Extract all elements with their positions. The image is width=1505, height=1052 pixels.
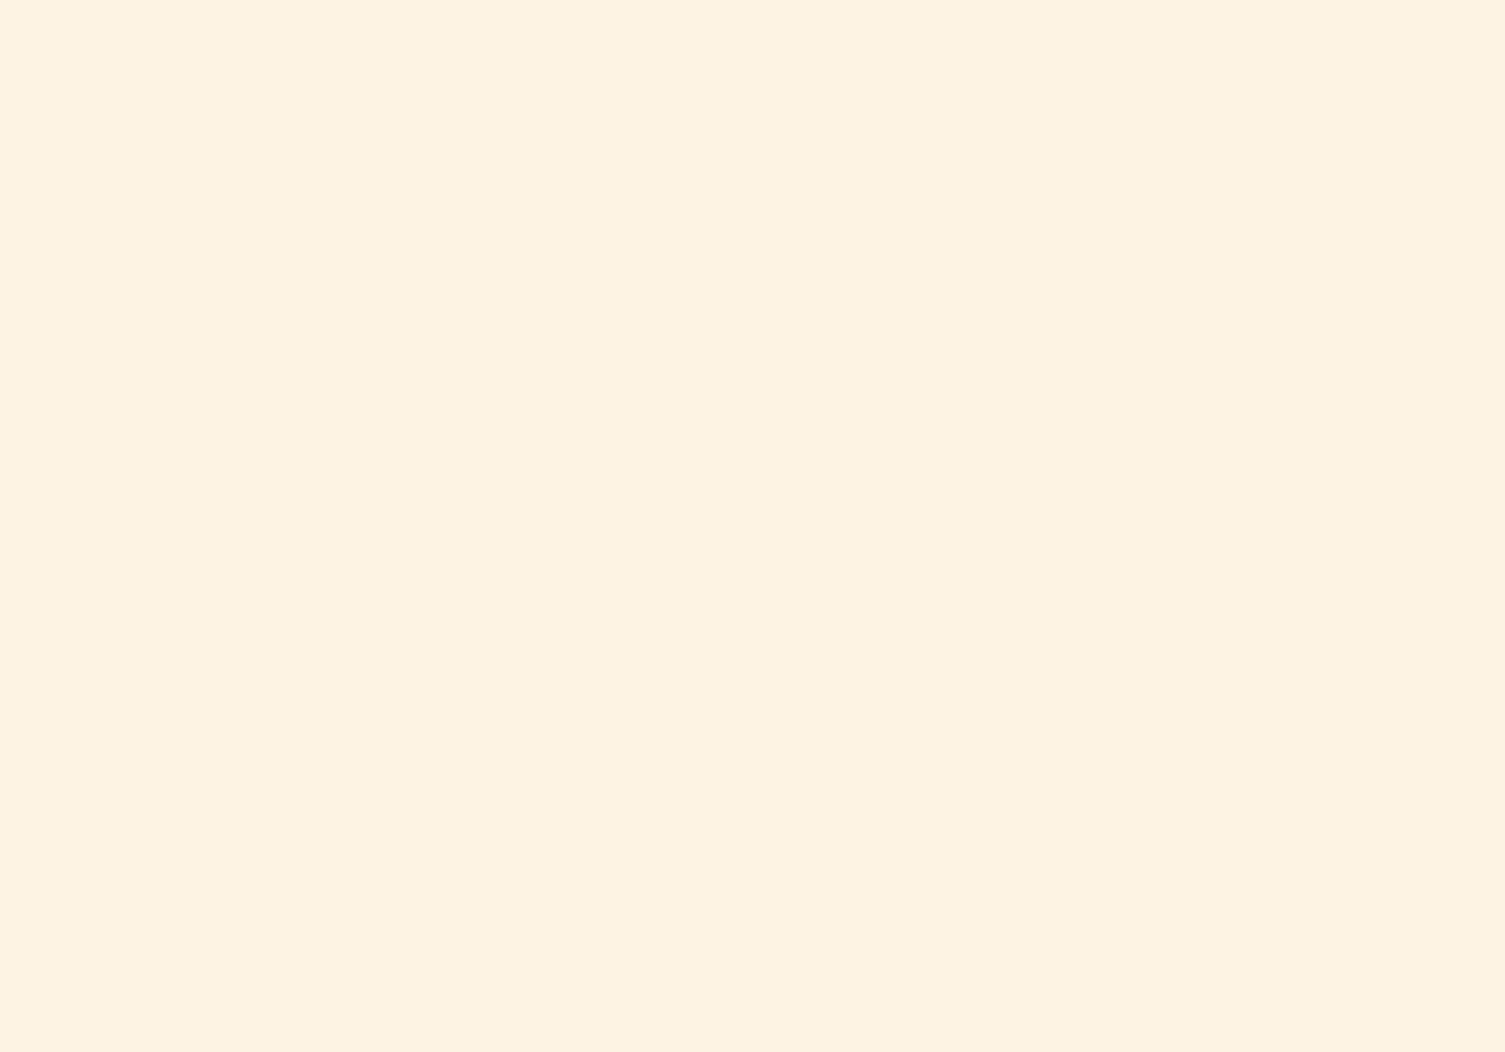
masthead — [14, 14, 1491, 284]
